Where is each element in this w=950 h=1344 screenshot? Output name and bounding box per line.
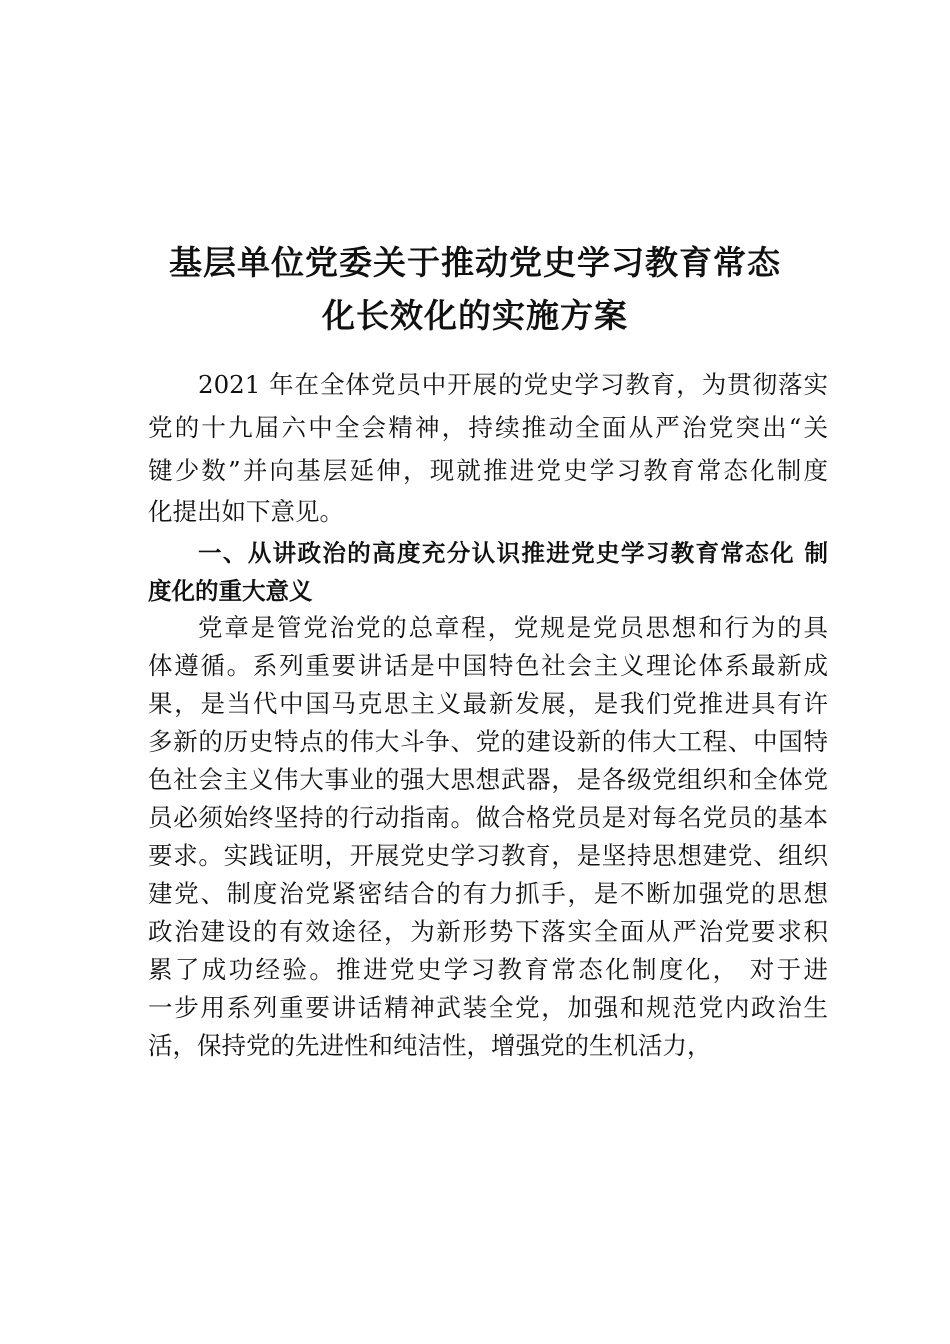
intro-paragraph-line: 化提出如下意见。	[148, 497, 344, 526]
body-paragraph-line: 果，是当代中国马克思主义最新发展，是我们党推进具有许	[148, 689, 828, 718]
body-paragraph-line: 员必须始终坚持的行动指南。做合格党员是对每名党员的基本	[148, 803, 828, 832]
section-heading-line: 一、从讲政治的高度充分认识推进党史学习教育常态化 制	[198, 539, 828, 567]
body-paragraph-line: 要求。实践证明，开展党史学习教育，是坚持思想建党、组织	[148, 841, 828, 870]
body-paragraph-line: 政治建设的有效途径，为新形势下落实全面从严治党要求积	[148, 917, 828, 946]
document-title-line-2: 化长效化的实施方案	[322, 296, 628, 335]
document-title-line-1: 基层单位党委关于推动党史学习教育常态	[169, 243, 781, 282]
body-paragraph-line: 色社会主义伟大事业的强大思想武器，是各级党组织和全体党	[148, 765, 828, 794]
body-paragraph-line: 党章是管党治党的总章程，党规是党员思想和行为的具	[198, 613, 828, 642]
section-heading-line: 度化的重大意义	[148, 577, 313, 605]
intro-paragraph-line: 党的十九届六中全会精神，持续推动全面从严治党突出“关	[148, 413, 828, 442]
intro-paragraph-line: 2021 年在全体党员中开展的党史学习教育，为贯彻落实	[198, 370, 828, 399]
body-paragraph-line: 活，保持党的先进性和纯洁性，增强党的生机活力，	[148, 1031, 712, 1060]
body-paragraph-line: 累了成功经验。推进党史学习教育常态化制度化， 对于进	[148, 955, 828, 984]
body-paragraph-line: 体遵循。系列重要讲话是中国特色社会主义理论体系最新成	[148, 651, 828, 680]
body-paragraph-line: 多新的历史特点的伟大斗争、党的建设新的伟大工程、中国特	[148, 727, 828, 756]
body-paragraph-line: 一步用系列重要讲话精神武装全党，加强和规范党内政治生	[148, 993, 828, 1022]
body-paragraph-line: 建党、制度治党紧密结合的有力抓手，是不断加强党的思想	[148, 879, 828, 908]
intro-paragraph-line: 键少数”并向基层延伸，现就推进党史学习教育常态化制度	[148, 456, 828, 485]
